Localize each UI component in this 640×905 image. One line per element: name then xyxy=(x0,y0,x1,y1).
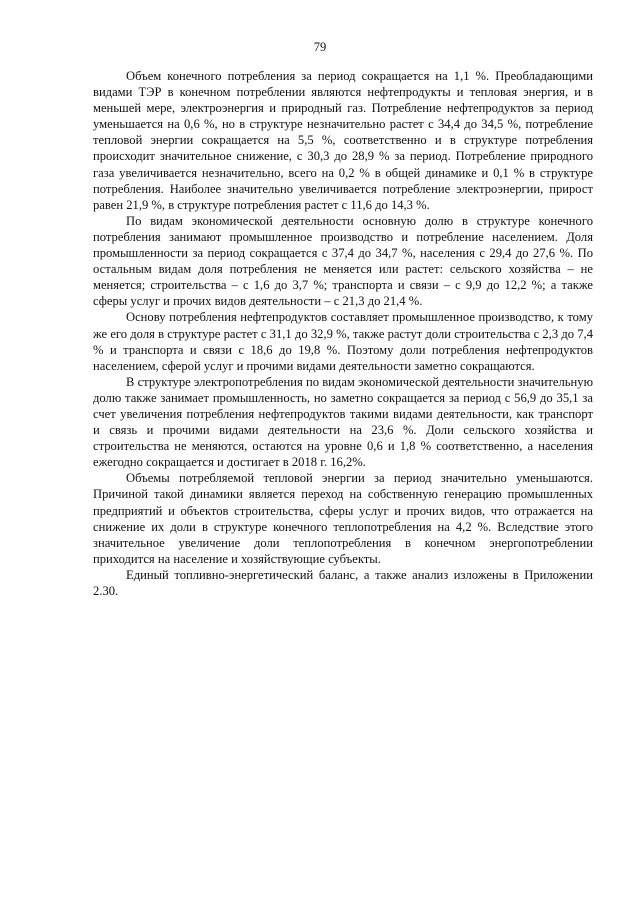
paragraph-economic-activities: По видам экономической деятельности основную долю в структуре конечного потребления занимают промышленное производство и потребление населением. Доля промышленности за период сокращается с 37,4 до 34,7 %, населения с 29,4 до 27,6 %. По остальным видам доля потребления не меняется или растет: сельского хозяйства – не меняется; строительства – с 1,6 до 3,7 %; транспорта и связи – с 9,9 до 12,2 %; а также сферы услуг и прочих видов деятельности – с 21,3 до 21,4 %. xyxy=(93,213,593,309)
page-number: 79 xyxy=(313,40,327,54)
paragraph-heat-energy: Объемы потребляемой тепловой энергии за период значительно уменьшаются. Причиной такой динамики является переход на собственную генерацию промышленных предприятий и объектов строительства, сферы услуг и прочих видов, что отражается на снижение их доли в структуре конечного теплопотребления на 4,2 %. Вследствие этого значительное увеличение доли теплопотребления в конечном энергопотреблении приходится на население и хозяйствующие субъекты. xyxy=(93,471,593,566)
paragraph-electricity: В структуре электропотребления по видам экономической деятельности значительную долю также занимает промышленность, но заметно сокращается за период с 56,9 до 35,1 за счет увеличения потребления нефтепродуктов такими видами деятельности, как транспорт и связь и прочими видами деятельности на 23,6 %. Доли сельского хозяйства и строительства не меняются, остаются на уровне 0,6 и 1,8 % соответственно, а населения ежегодно сокращается и достигает в 2018 г. 16,2%. xyxy=(93,374,593,470)
paragraph-appendix-reference: Единый топливно-энергетический баланс, а также анализ изложены в Приложении 2.30. xyxy=(93,567,593,598)
paragraph-petroleum-products: Основу потребления нефтепродуктов составляет промышленное производство, к тому же его доля в структуре растет с 31,1 до 32,9 %, также растут доли строительства с 2,3 до 7,4 % и транспорта и связи с 18,6 до 19,8 %. Поэтому доли потребления нефтепродуктов населением, сферой услуг и прочими видами деятельности заметно сокращаются. xyxy=(93,310,593,373)
body-text xyxy=(93,68,593,599)
paragraph-final-consumption: Объем конечного потребления за период сокращается на 1,1 %. Преобладающими видами ТЭР в конечном потреблении являются нефтепродукты и тепловая энергия, и в меньшей мере, электроэнергия и природный газ. Потребление нефтепродуктов за период уменьшается на 0,6 %, но в структуре незначительно растет с 34,4 до 34,5 %, потребление тепловой энергии сокращается на 5,5 %, соответственно и в структуре потребления происходит значительное снижение, с 30,3 до 28,9 % за период. Потребление природного газа увеличивается незначительно, всего на 0,2 % в общей динамике и 0,1 % в структуре потребления. Наиболее значительно увеличивается потребление электроэнергии, прирост равен 21,9 %, в структуре потребления растет с 11,6 до 14,3 %. xyxy=(93,69,593,212)
